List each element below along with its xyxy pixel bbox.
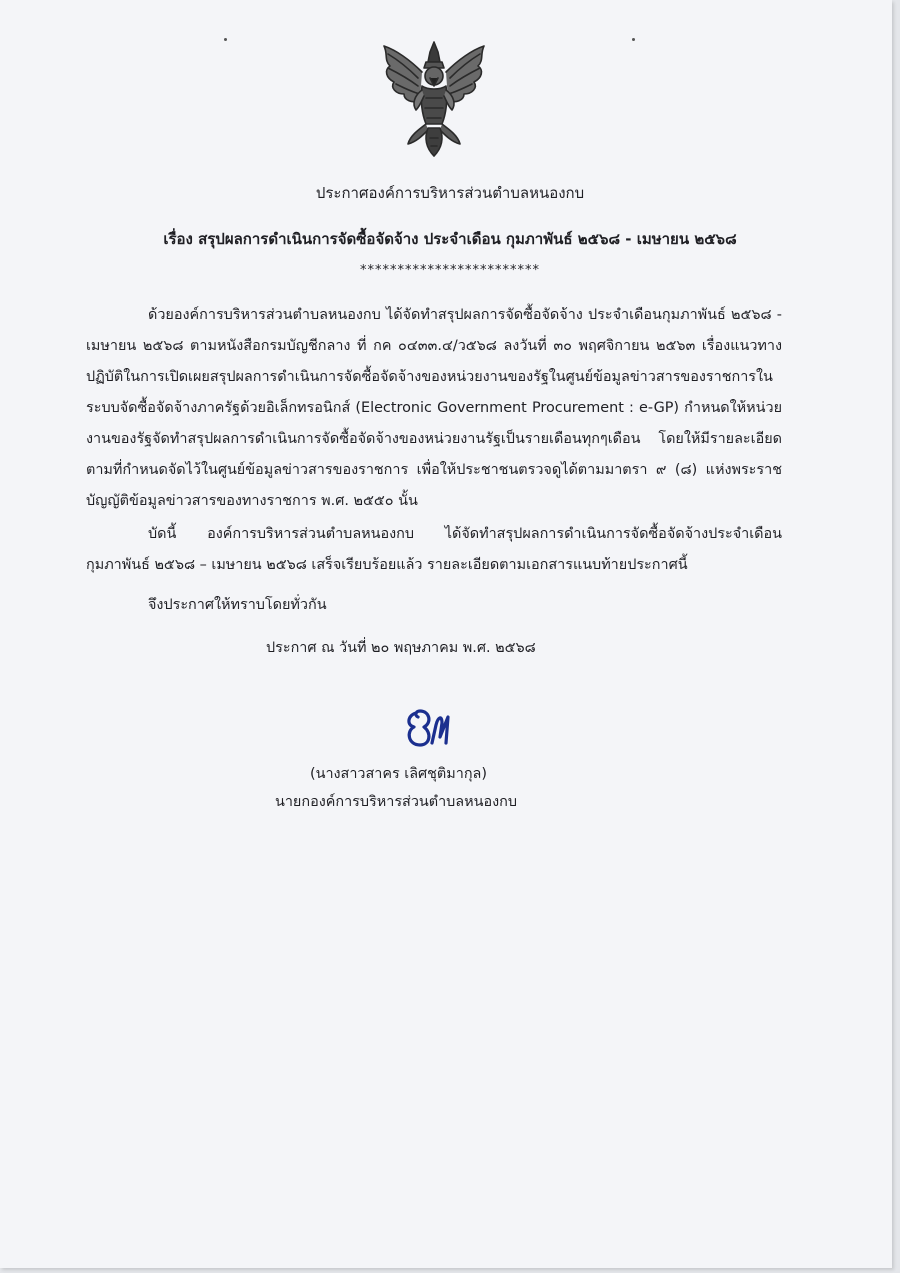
announcement-title: ประกาศองค์การบริหารส่วนตำบลหนองกบ: [315, 184, 585, 202]
announcement-date: ประกาศ ณ วันที่ ๒๐ พฤษภาคม พ.ศ. ๒๕๖๘: [266, 640, 536, 656]
closing-statement: จึงประกาศให้ทราบโดยทั่วกัน: [148, 597, 327, 613]
body-paragraph-1: ด้วยองค์การบริหารส่วนตำบลหนองกบ ได้จัดทำสรุปผลการจัดซื้อจัดจ้าง ประจำเดือนกุมภาพันธ์ ๒๕๖๘ - เมษายน ๒๕๖๘ ตามหนังสือกรมบัญชีกลาง ที่ กค ๐๔๓๓.๔/ว๕๖๘ ลงวันที่ ๓๐ พฤศจิกายน ๒๕๖๓ เรื่องแนวทางปฏิบัติในการเปิดเผยสรุปผลการดำเนินการจัดซื้อจัดจ้างของหน่วยงานของรัฐในศูนย์ข้อมูลข่าวสารของราชการในระบบจัดซื้อจัดจ้างภาครัฐด้วยอิเล็กทรอนิกส์ (Electronic Government Procurement : e-GP) กำหนดให้หน่วยงานของรัฐจัดทำสรุปผลการดำเนินการจัดซื้อจัดจ้างของหน่วยงานรัฐเป็นรายเดือนทุกๆเดือน โดยให้มีรายละเอียดตามที่กำหนดจัดไว้ในศูนย์ข้อมูลข่าวสารของราชการ เพื่อให้ประชาชนตรวจดูได้ตามมาตรา ๙ (๘) แห่งพระราชบัญญัติข้อมูลข่าวสารของทางราชการ พ.ศ. ๒๕๕๐ นั้น: [86, 307, 782, 509]
separator-line: ************************: [360, 263, 540, 278]
signer-position: นายกองค์การบริหารส่วนตำบลหนองกบ: [275, 794, 517, 810]
garuda-emblem-icon: [374, 38, 494, 160]
paper-speck: [632, 38, 635, 41]
announcement-subject: เรื่อง สรุปผลการดำเนินการจัดซื้อจัดจ้าง ประจำเดือน กุมภาพันธ์ ๒๕๖๘ - เมษายน ๒๕๖๘: [163, 230, 737, 248]
body-paragraph-2: บัดนี้ องค์การบริหารส่วนตำบลหนองกบ ได้จัดทำสรุปผลการดำเนินการจัดซื้อจัดจ้างประจำเดือนกุมภาพันธ์ ๒๕๖๘ – เมษายน ๒๕๖๘ เสร็จเรียบร้อยแล้ว รายละเอียดตามเอกสารแนบท้ายประกาศนี้: [86, 526, 782, 573]
signer-name: (นางสาวสาคร เลิศชุติมากุล): [310, 766, 487, 782]
handwritten-signature: [402, 703, 458, 751]
paper-speck: [224, 38, 227, 41]
